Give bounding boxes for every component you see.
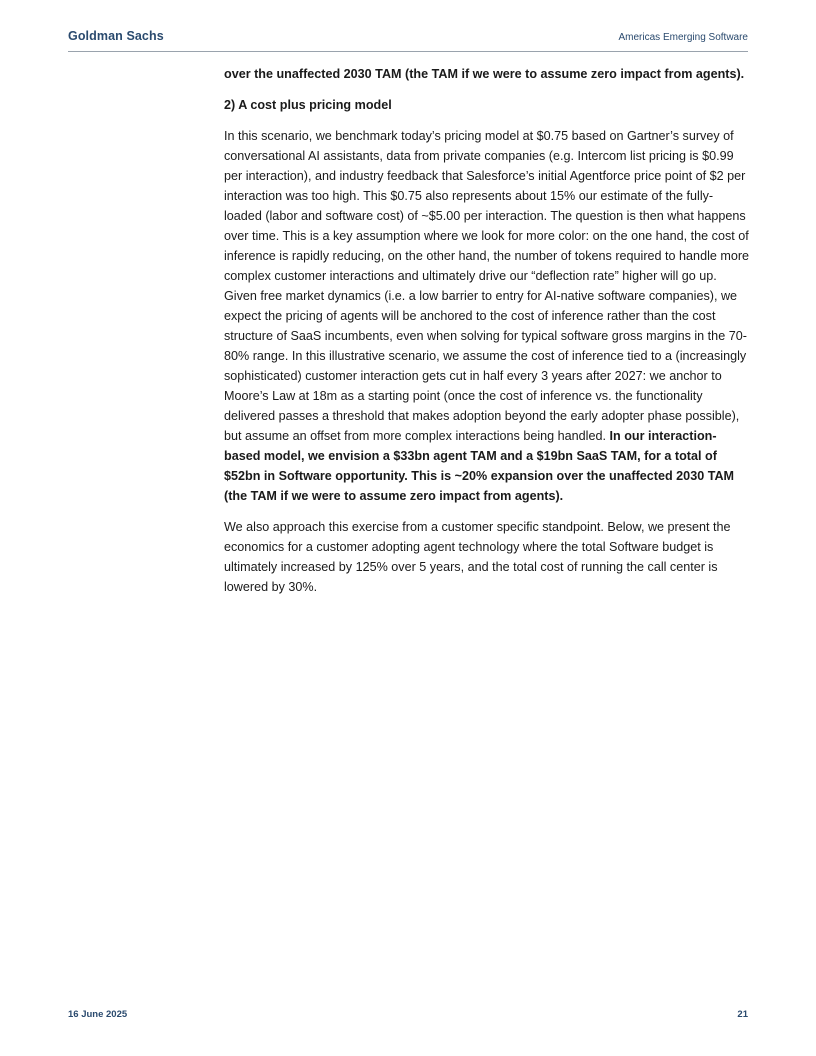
- brand-name: Goldman Sachs: [68, 29, 164, 43]
- page-number: 21: [737, 1009, 748, 1020]
- page-header: [68, 27, 748, 52]
- cost-plus-paragraph: [224, 126, 750, 506]
- customer-paragraph: We also approach this exercise from a customer specific standpoint. Below, we present the economics for a customer adopting agent technology where the total Software budget is ultimately increased by 125% over 5 years, and the total cost of running the call center is lowered by 30%.: [224, 520, 731, 594]
- footer-date: 16 June 2025: [68, 1009, 128, 1020]
- section-heading: 2) A cost plus pricing model: [224, 98, 392, 112]
- continued-paragraph: over the unaffected 2030 TAM (the TAM if we were to assume zero impact from agents).: [224, 67, 745, 81]
- report-name: Americas Emerging Software: [618, 32, 748, 43]
- cost-plus-conclusion: In our interaction-based model, we envision a $33bn agent TAM and a $19bn SaaS TAM, for a total of $52bn in Software opportunity. This is ~20% expansion over the unaffected 2030 TAM (the TAM if we were to assume zero impact from agents).: [224, 429, 735, 503]
- cost-plus-text: In this scenario, we benchmark today’s pricing model at $0.75 based on Gartner’s survey of conversational AI assistants, data from private companies (e.g. Intercom list pricing is $0.99 per interaction), and industry feedback that Salesforce’s initial Agentforce price point of $2 per interaction was too high. This $0.75 also represents about 15% our estimate of the fully-loaded (labor and software cost) of ~$5.00 per interaction. The question is then what happens over time. This is a key assumption where we look for more color: on the one hand, the cost of inference is rapidly reducing, on the other hand, the number of tokens required to handle more complex customer interactions and ultimately drive our “deflection rate” higher will go up. Given free market dynamics (i.e. a low barrier to entry for AI-native software companies), we expect the pricing of agents will be anchored to the cost of inference rather than the cost structure of SaaS incumbents, even when solving for typical software gross margins in the 70-80% range. In this illustrative scenario, we assume the cost of inference tied to a (increasingly sophisticated) customer interaction gets cut in half every 3 years after 2027: we anchor to Moore’s Law at 18m as a starting point (once the cost of inference vs. the functionality delivered passes a threshold that makes adoption beyond the early adopter phase possible), but assume an offset from more complex interactions being handled.: [224, 129, 750, 443]
- main-content: [224, 64, 750, 608]
